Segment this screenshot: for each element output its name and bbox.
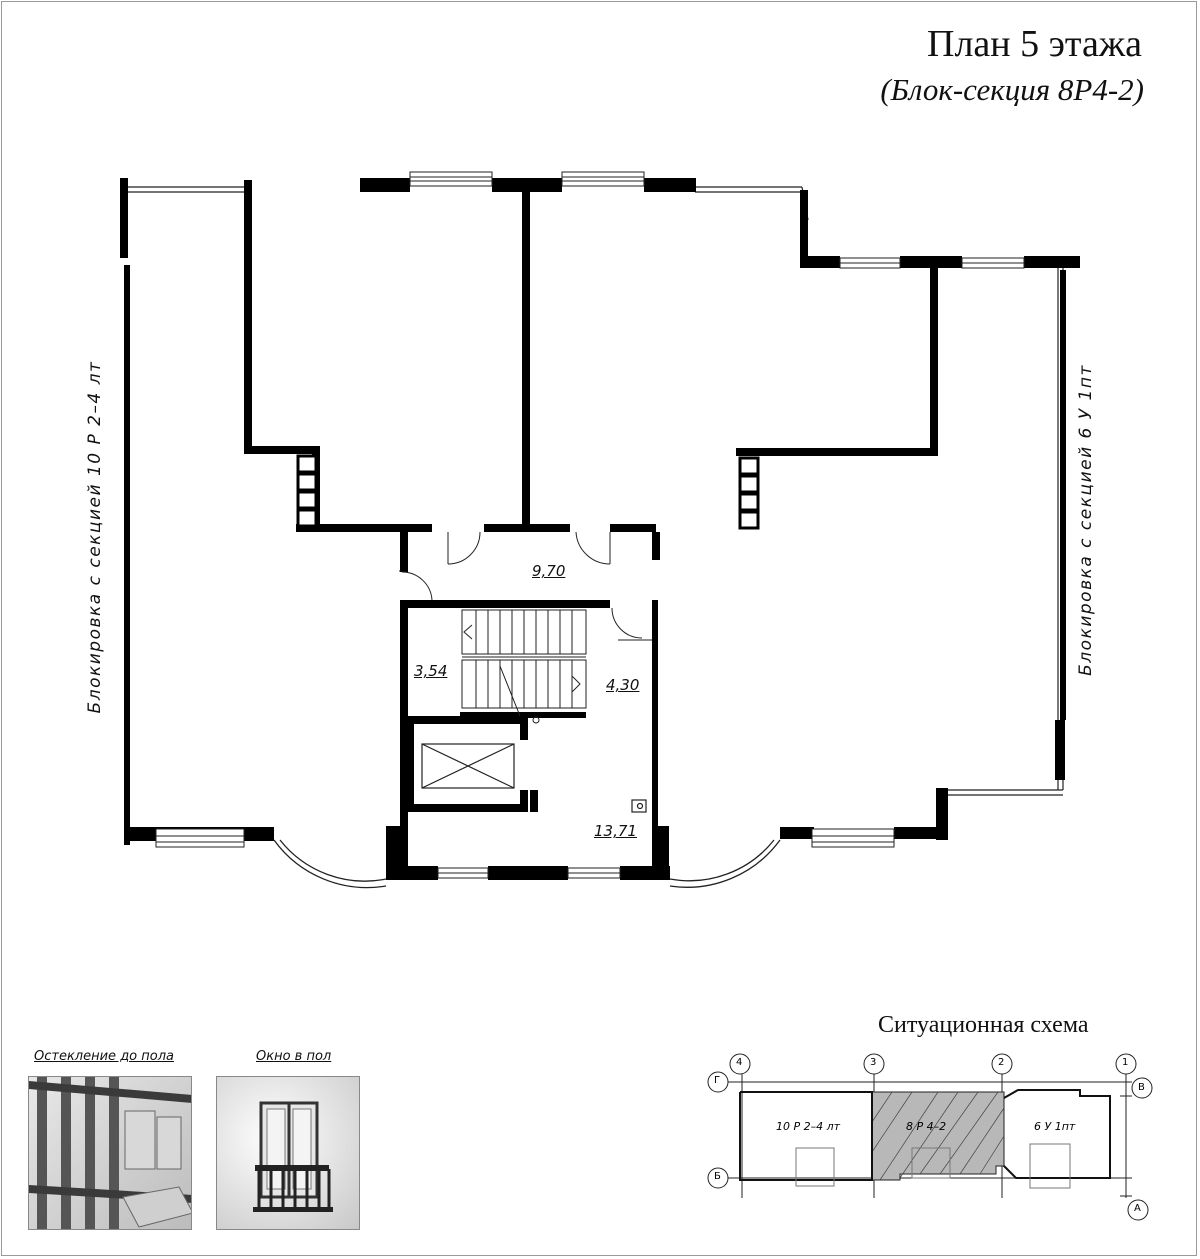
- right-block-label: Блокировка с секцией 6 У 1пт: [1076, 364, 1096, 676]
- staircase: [462, 610, 586, 723]
- page-title: План 5 этажа: [927, 23, 1142, 65]
- window-illustration: [216, 1076, 360, 1230]
- scheme-section-left: 10 Р 2–4 лт: [776, 1120, 841, 1133]
- doors: [400, 532, 652, 640]
- walls: [120, 178, 1080, 880]
- scheme-title: Ситуационная схема: [878, 1012, 1089, 1038]
- axis-number-1: 1: [1122, 1057, 1129, 1068]
- axis-letter-a: А: [1134, 1203, 1141, 1214]
- area-label-lobby: 13,71: [594, 822, 637, 840]
- situation-scheme: [700, 1048, 1160, 1238]
- window-caption: Окно в пол: [256, 1049, 332, 1064]
- area-label-stair-left: 3,54: [414, 662, 448, 680]
- area-label-stair-right: 4,30: [606, 676, 640, 694]
- scheme-section-right: 6 У 1пт: [1034, 1120, 1076, 1133]
- axis-number-4: 4: [736, 1057, 743, 1068]
- axis-number-3: 3: [870, 1057, 877, 1068]
- bay-windows: [274, 840, 780, 888]
- left-block-label: Блокировка с секцией 10 Р 2–4 лт: [85, 360, 105, 714]
- axis-number-2: 2: [998, 1057, 1005, 1068]
- area-label-corridor: 9,70: [532, 562, 566, 580]
- glazing-caption: Остекление до пола: [34, 1049, 174, 1064]
- axis-letter-b: Б: [714, 1171, 721, 1182]
- page-subtitle: (Блок-секция 8Р4-2): [880, 72, 1144, 107]
- outline-lines: [128, 187, 1063, 795]
- axis-letter-v: В: [1138, 1082, 1145, 1093]
- scheme-section-current: 8 Р 4–2: [906, 1120, 947, 1133]
- windows: [156, 172, 1024, 878]
- glazing-illustration: [28, 1076, 192, 1230]
- axis-letter-g: Г: [714, 1075, 721, 1086]
